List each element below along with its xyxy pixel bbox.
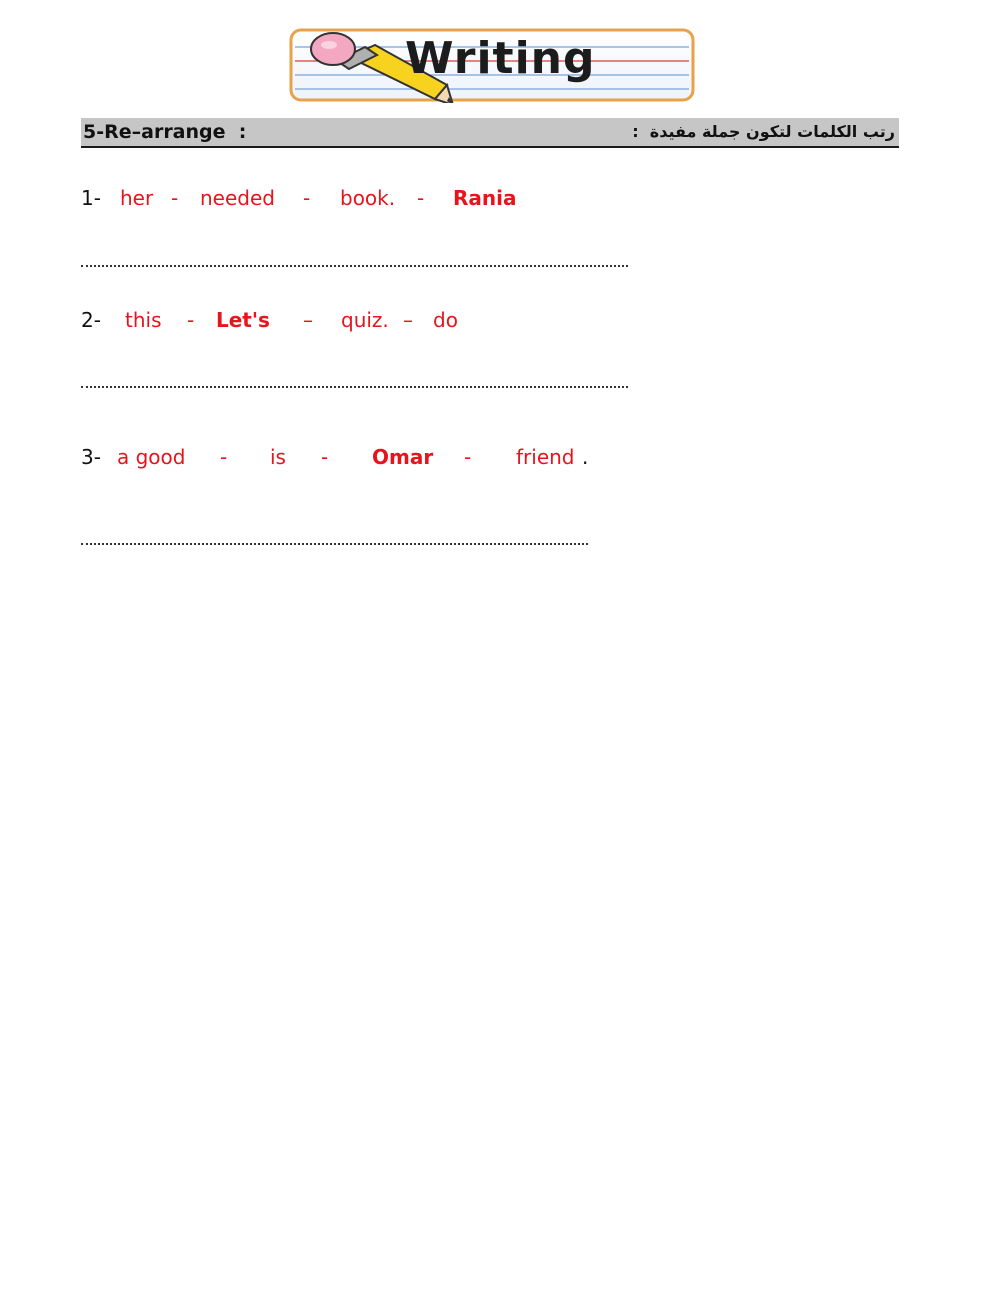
word: needed (200, 186, 275, 210)
writing-banner (287, 27, 697, 103)
word-separator: – (403, 308, 413, 332)
exercise-number: 1- (81, 186, 101, 210)
section-header (81, 118, 899, 148)
exercise-2 (81, 305, 681, 335)
answer-line-3[interactable] (81, 543, 588, 549)
word: this (125, 308, 162, 332)
instruction-arabic: رتب الكلمات لتكون جملة مفيدة : (632, 122, 895, 141)
word: do (433, 308, 458, 332)
word: her (120, 186, 154, 210)
word-separator: - (220, 445, 228, 469)
word-separator: - (187, 308, 195, 332)
section-label: 5-Re–arrange : (83, 121, 247, 143)
word: friend (516, 445, 575, 469)
exercise-number: 3- (81, 445, 101, 469)
word-separator: - (417, 186, 425, 210)
word-period: . (582, 445, 589, 469)
word-separator: - (321, 445, 329, 469)
word: Rania (453, 186, 517, 210)
word: a good (117, 445, 186, 469)
word: Omar (372, 445, 434, 469)
word: quiz. (341, 308, 389, 332)
exercise-3 (81, 442, 681, 472)
exercise-1 (81, 183, 681, 213)
word: is (270, 445, 286, 469)
answer-line-2[interactable] (81, 386, 628, 392)
word-separator: - (171, 186, 179, 210)
word: book. (340, 186, 396, 210)
answer-line-1[interactable] (81, 265, 628, 271)
word-separator: - (303, 186, 311, 210)
word-separator: - (464, 445, 472, 469)
exercise-number: 2- (81, 308, 101, 332)
word-separator: – (303, 308, 313, 332)
banner-title: Writing (405, 33, 596, 84)
word: Let's (216, 308, 270, 332)
